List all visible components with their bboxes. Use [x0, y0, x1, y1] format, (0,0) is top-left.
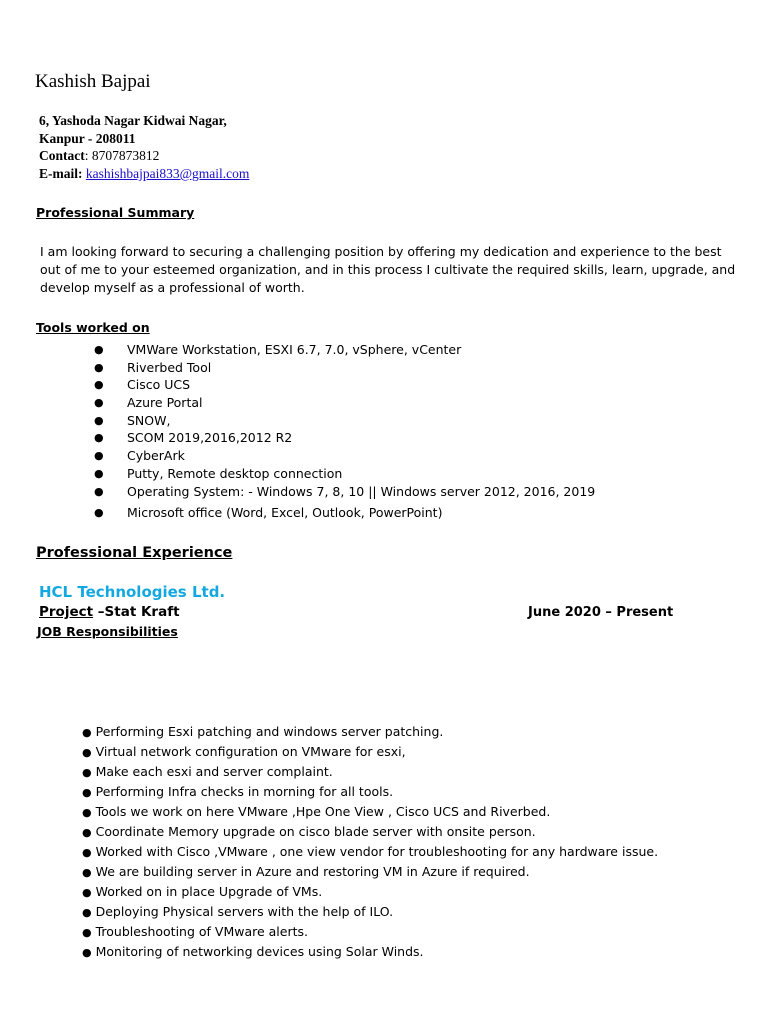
- company-name: HCL Technologies Ltd.: [39, 583, 226, 601]
- summary-text: I am looking forward to securing a challenging position by offering my dedication and experience to the best out of me to your esteemed organization, and in this process I cultivate the required skills, learn, upgrade, and develop myself as a professional of worth.: [40, 244, 736, 295]
- email-line: [39, 166, 249, 182]
- list-item: ● Performing Esxi patching and windows server patching.: [82, 724, 444, 739]
- tools-heading: Tools worked on: [36, 320, 150, 335]
- bullet-icon: ●: [82, 786, 92, 799]
- contact-value: : 8707873812: [84, 148, 160, 163]
- project-name: –Stat Kraft: [93, 604, 180, 620]
- bullet-icon: ●: [94, 506, 104, 520]
- project-label: Project: [39, 604, 94, 620]
- list-item: ● Virtual network configuration on VMware for esxi,: [82, 744, 406, 759]
- list-item: ● Troubleshooting of VMware alerts.: [82, 924, 308, 939]
- bullet-icon: ●: [82, 886, 92, 899]
- bullet-icon: ●: [82, 946, 92, 959]
- bullet-icon: ●: [94, 413, 104, 427]
- bullet-icon: ●: [94, 360, 104, 374]
- candidate-name: Kashish Bajpai: [35, 71, 151, 92]
- bullet-icon: ●: [94, 484, 104, 498]
- bullet-icon: ●: [82, 766, 92, 779]
- responsibilities-list: [82, 722, 658, 962]
- contact-label: Contact: [39, 148, 85, 163]
- address-line-1-text: 6, Yashoda Nagar Kidwai Nagar,: [39, 113, 227, 128]
- bullet-icon: ●: [82, 806, 92, 819]
- list-item: ● Coordinate Memory upgrade on cisco blade server with onsite person.: [82, 824, 536, 839]
- email-label: E-mail:: [39, 166, 83, 181]
- bullet-icon: ●: [94, 396, 104, 410]
- bullet-icon: ●: [82, 926, 92, 939]
- project-line: [39, 604, 180, 620]
- list-item: ● Deploying Physical servers with the help of ILO.: [82, 904, 394, 919]
- bullet-icon: ●: [94, 431, 104, 445]
- bullet-icon: ●: [94, 378, 104, 392]
- experience-heading: Professional Experience: [36, 545, 233, 561]
- bullet-icon: ●: [82, 866, 92, 879]
- list-item: ● Monitoring of networking devices using Solar Winds.: [82, 944, 424, 959]
- list-item: ● Performing Infra checks in morning for all tools.: [82, 784, 394, 799]
- list-item: ● Worked on in place Upgrade of VMs.: [82, 884, 323, 899]
- bullet-icon: ●: [82, 846, 92, 859]
- bullet-icon: ●: [82, 726, 92, 739]
- list-item: ● Make each esxi and server complaint.: [82, 764, 333, 779]
- bullet-icon: ●: [94, 466, 104, 480]
- list-item: ● Worked with Cisco ,VMware , one view vendor for troubleshooting for any hardware issue.: [82, 844, 659, 859]
- list-item: ● Tools we work on here VMware ,Hpe One View , Cisco UCS and Riverbed.: [82, 804, 551, 819]
- address-line-1: [39, 113, 227, 129]
- bullet-icon: ●: [94, 449, 104, 463]
- bullet-icon: ●: [82, 746, 92, 759]
- email-link[interactable]: kashishbajpai833@gmail.com: [85, 166, 250, 181]
- contact-line: [39, 148, 159, 164]
- address-line-2: [39, 131, 136, 147]
- bullet-icon: ●: [82, 906, 92, 919]
- list-item: ● We are building server in Azure and restoring VM in Azure if required.: [82, 864, 530, 879]
- summary-heading: Professional Summary: [36, 205, 195, 220]
- address-line-2-text: Kanpur - 208011: [39, 131, 136, 146]
- employment-dates: June 2020 – Present: [528, 605, 674, 620]
- bullet-icon: ●: [82, 826, 92, 839]
- bullet-icon: ●: [94, 343, 104, 356]
- responsibilities-heading: JOB Responsibilities: [37, 624, 178, 639]
